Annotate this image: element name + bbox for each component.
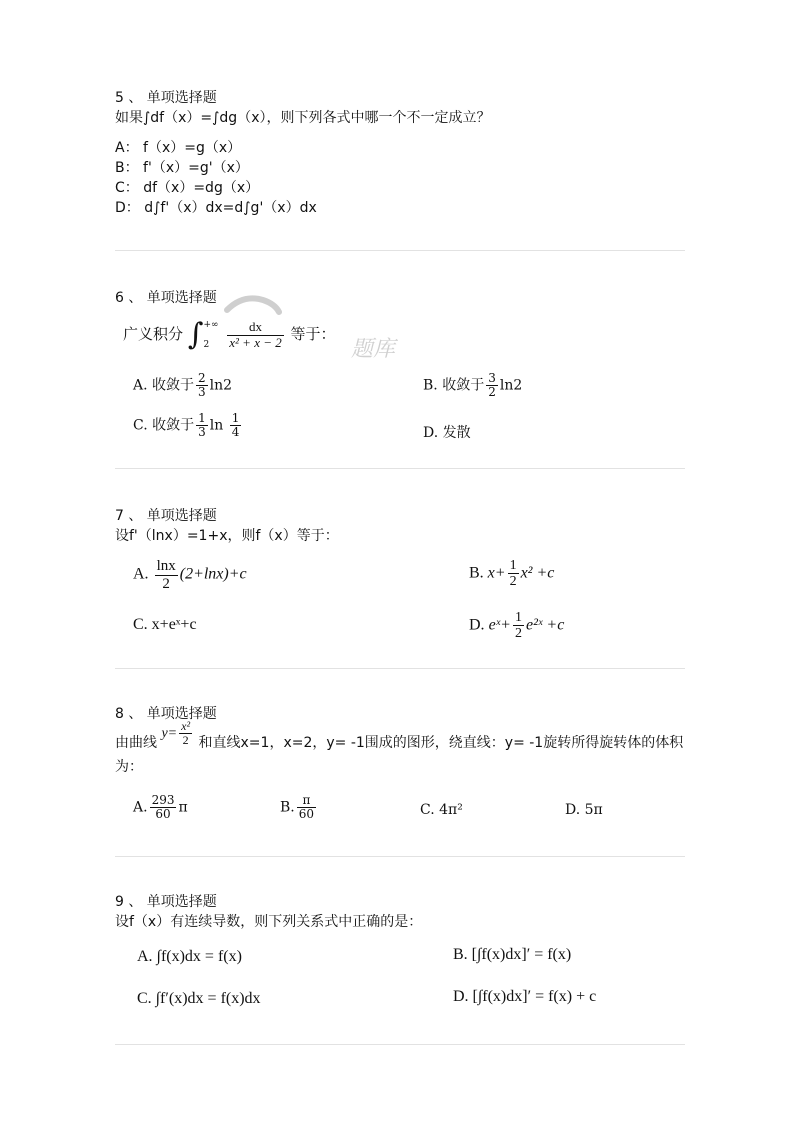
option-b-fraction [486,372,498,399]
option-a-label: A. [133,799,148,816]
question-8 [115,704,685,854]
option-b-numerator: π [297,794,316,808]
divider [115,668,685,669]
option-b[interactable] [423,372,522,399]
curve-numerator: x² [181,719,191,733]
option-d-numerator: 1 [514,610,522,625]
option-d[interactable]: D. 5π [565,802,603,818]
option-a-fraction [155,558,178,592]
option-b-numerator: 1 [509,558,517,573]
question-5-header: 5 、 单项选择题 [115,90,217,106]
option-b[interactable]: B： f'（x）=g'（x） [115,160,249,176]
option-c-fraction-2 [230,412,242,439]
option-a-denominator: 2 [162,575,170,592]
option-d[interactable]: D. 发散 [423,425,471,441]
watermark-text: 题库 [351,337,396,362]
option-a-tail: (2+lnx)+c [179,565,247,583]
option-c[interactable]: C： df（x）=dg（x） [115,180,260,196]
option-d[interactable]: D. [∫f(x)dx]′ = f(x) + c [453,988,597,1005]
option-a-tail: π [178,799,188,816]
option-a-numerator: lnx [156,558,176,574]
divider [115,1044,685,1045]
stem-prefix: 广义积分 [123,325,184,343]
question-9-stem: 设f（x）有连续导数，则下列关系式中正确的是： [115,914,423,930]
option-c[interactable]: C. ∫f′(x)dx = f(x)dx [137,990,261,1007]
option-a-numerator: 2 [198,371,206,385]
option-c-numerator-1: 1 [198,411,206,425]
option-b-tail: x² +c [520,564,555,582]
option-c[interactable]: C. 4π² [420,802,463,818]
option-a[interactable] [133,372,232,399]
stem-suffix: 等于： [290,325,336,343]
option-d-fraction [513,610,524,642]
option-b-numerator: 3 [488,371,496,385]
option-a[interactable]: A： f（x）=g（x） [115,140,242,156]
option-c-fraction-1 [196,412,208,439]
curve-lhs: y= [161,725,178,741]
option-b-label: B. [469,564,484,582]
question-8-header: 8 、 单项选择题 [115,706,217,722]
option-a[interactable] [133,794,188,821]
option-d[interactable]: D： d∫f'（x）dx=d∫g'（x）dx [115,200,317,216]
option-b[interactable] [280,794,318,821]
stem-rest: 和直线x=1，x=2，y= -1围成的图形，绕直线：y= -1旋转所得旋转体的体积为： [115,734,684,776]
option-d-denominator: 2 [514,626,522,642]
question-9 [115,892,685,1042]
question-7-stem: 设f'（lnx）=1+x，则f（x）等于： [115,528,339,544]
question-5 [115,88,685,218]
option-d-tail: e²ˣ +c [525,616,565,634]
curve-fraction [179,720,192,747]
option-b-denominator: 2 [488,385,496,400]
option-c[interactable]: C. x+eˣ+c [133,616,197,633]
option-d-head: eˣ+ [488,616,511,634]
option-a-denominator: 60 [155,807,171,822]
option-c-label: C. 收敛于 [133,417,195,434]
question-5-options [115,138,685,218]
question-7 [115,506,685,656]
option-a-fraction [196,372,208,399]
option-b-fraction [508,558,519,590]
integrand-numerator: dx [227,320,283,335]
option-a-fraction [150,794,177,821]
question-7-header: 7 、 单项选择题 [115,508,217,524]
option-c-denominator-1: 3 [198,425,206,440]
integral-upper: +∞ [203,320,219,330]
option-a-label: A. [133,565,149,583]
option-d-label: D. [469,616,485,634]
question-8-stem [115,719,685,777]
option-b-label: B. 收敛于 [423,377,485,394]
question-5-stem: 如果∫df（x）=∫dg（x），则下列各式中哪一个不一定成立？ [115,110,491,126]
option-c-ln: ln [209,417,224,434]
option-a-label: A. 收敛于 [133,377,195,394]
curve-denominator: 2 [182,733,189,748]
divider [115,250,685,251]
option-b-denominator: 2 [509,574,517,590]
option-b[interactable] [469,558,554,590]
stem-prefix: 由曲线 [115,734,157,751]
integral-lower: 2 [203,340,210,350]
option-d[interactable] [469,610,564,642]
option-b-fraction [297,794,316,821]
option-b-head: x+ [487,564,506,582]
option-a[interactable] [133,558,247,592]
divider [115,468,685,469]
option-b-denominator: 60 [298,807,315,822]
integrand-denominator: x² + x − 2 [229,334,282,350]
divider [115,856,685,857]
option-b-label: B. [280,799,295,816]
option-c-denominator-2: 4 [231,425,240,440]
option-c-numerator-2: 1 [231,411,240,425]
option-a[interactable]: A. ∫f(x)dx = f(x) [137,948,242,965]
option-a-denominator: 3 [198,385,206,400]
integral-limits [203,320,218,350]
question-6-stem [123,317,336,352]
option-b-tail: ln2 [499,377,523,394]
watermark-swirl-icon [223,292,283,321]
question-9-header: 9 、 单项选择题 [115,894,217,910]
option-b[interactable]: B. [∫f(x)dx]′ = f(x) [453,946,572,963]
question-6-header: 6 、 单项选择题 [115,290,217,306]
integrand-fraction [227,320,283,350]
option-a-numerator: 293 [151,793,175,807]
integral-sign: ∫ [187,317,204,352]
question-6 [115,288,685,458]
curve-equation [161,719,194,748]
option-a-tail: ln2 [209,377,233,394]
option-c[interactable] [133,412,243,439]
